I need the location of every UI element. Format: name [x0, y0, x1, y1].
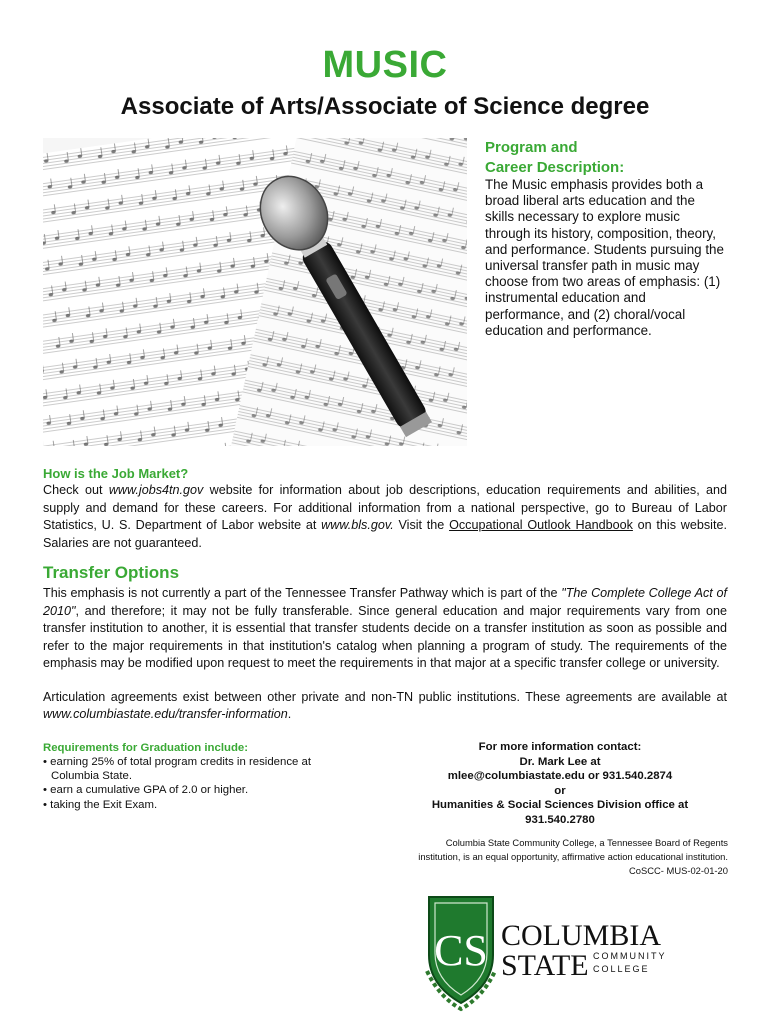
footer-line-1: Columbia State Community College, a Tennessee Board of Regents [445, 837, 728, 848]
job-market-text-2: website for information about job descriptions, education requirements and abilities, and supply and demand for these careers. For additional information from a national perspective, go to Bureau of Labor Statistics, U. S. Department of Labor website at [43, 483, 728, 532]
footer-notice [380, 836, 728, 878]
bls-link[interactable]: www.bls.gov. [321, 518, 394, 532]
contact-email-phone[interactable]: mlee@columbiastate.edu or 931.540.2874 [447, 770, 673, 783]
job-market-text [43, 482, 727, 552]
transfer-text-1c: , and therefore; it may not be fully transferable. Since general education and major requirements vary from one transfer institution to another, it is essential that transfer students decide on a transfer institution as soon as possible and refer to the major requirements in that institution's catalog when planning a program of study. The requirements of the emphasis may be modified upon request to meet the requirements in that major at a specific transfer college or university. [43, 603, 727, 670]
contact-line-4: or [554, 784, 566, 797]
complete-college-act: "The Complete College Act of 2010" [43, 586, 727, 618]
transfer-text-1a: This emphasis is not currently a part of the Tennessee Transfer Pathway which is part of the [43, 586, 562, 600]
college-shield-icon [425, 893, 685, 1013]
transfer-paragraph-2 [43, 689, 727, 724]
columbia-state-logo [425, 893, 685, 1013]
program-heading-line2: Career Description: [485, 159, 625, 176]
logo-word-state: STATE [501, 949, 589, 982]
jobs4tn-link[interactable]: www.jobs4tn.gov [108, 483, 204, 497]
transfer-section [43, 563, 727, 724]
job-market-section [43, 466, 727, 552]
list-item: • earn a cumulative GPA of 2.0 or higher. [43, 784, 249, 797]
requirements-list [43, 755, 343, 812]
job-market-text-1: Check out [43, 483, 109, 497]
program-description: The Music emphasis provides both a broad liberal arts education and the skills necessary to explore music through its history, composition, theory, and performance. Students pursuing the universal transfer path in music may choose from two areas of emphasis: (1) instrumental education and performance, and (2) choral/vocal education and performance. [485, 177, 724, 338]
occupational-outlook-link[interactable]: Occupational Outlook Handbook [449, 518, 633, 532]
logo-word-community: COMMUNITY [593, 951, 667, 961]
transfer-paragraph-1 [43, 585, 727, 673]
contact-line-5: Humanities & Social Sciences Division office at [431, 799, 689, 812]
contact-block [410, 740, 710, 828]
job-market-text-4: on this website. Salaries are not guaranteed. [43, 518, 727, 550]
transfer-text-2a: Articulation agreements exist between other private and non-TN public institutions. These agreements are available at [43, 689, 727, 704]
footer-line-2: institution, is an equal opportunity, affirmative action educational institution. [418, 851, 728, 862]
microphone-sheet-music-photo [43, 138, 467, 446]
logo-word-columbia: COLUMBIA [501, 919, 662, 952]
contact-line-1: For more information contact: [478, 741, 642, 753]
list-item: • taking the Exit Exam. [43, 798, 158, 811]
microphone-icon [43, 138, 467, 446]
document-code: CoSCC- MUS-02-01-20 [629, 865, 728, 876]
transfer-heading: Transfer Options [43, 563, 180, 582]
contact-division-phone[interactable]: 931.540.2780 [525, 813, 595, 826]
logo-word-college: COLLEGE [593, 964, 650, 974]
page-subtitle: Associate of Arts/Associate of Science degree [120, 93, 650, 120]
job-market-heading: How is the Job Market? [43, 466, 189, 481]
contact-line-2: Dr. Mark Lee at [519, 755, 601, 768]
transfer-information-link[interactable]: www.columbiastate.edu/transfer-information [43, 707, 288, 721]
requirements-heading: Requirements for Graduation include: [43, 742, 249, 754]
transfer-text-2c: . [287, 707, 292, 721]
list-item: • earning 25% of total program credits in residence at Columbia State. [43, 756, 312, 783]
requirements-section [43, 741, 343, 812]
page-title: MUSIC [322, 44, 448, 86]
job-market-text-3: Visit the [393, 518, 450, 532]
logo-monogram: CS [434, 926, 488, 975]
program-heading-line1: Program and [485, 139, 578, 156]
program-heading [485, 138, 725, 178]
